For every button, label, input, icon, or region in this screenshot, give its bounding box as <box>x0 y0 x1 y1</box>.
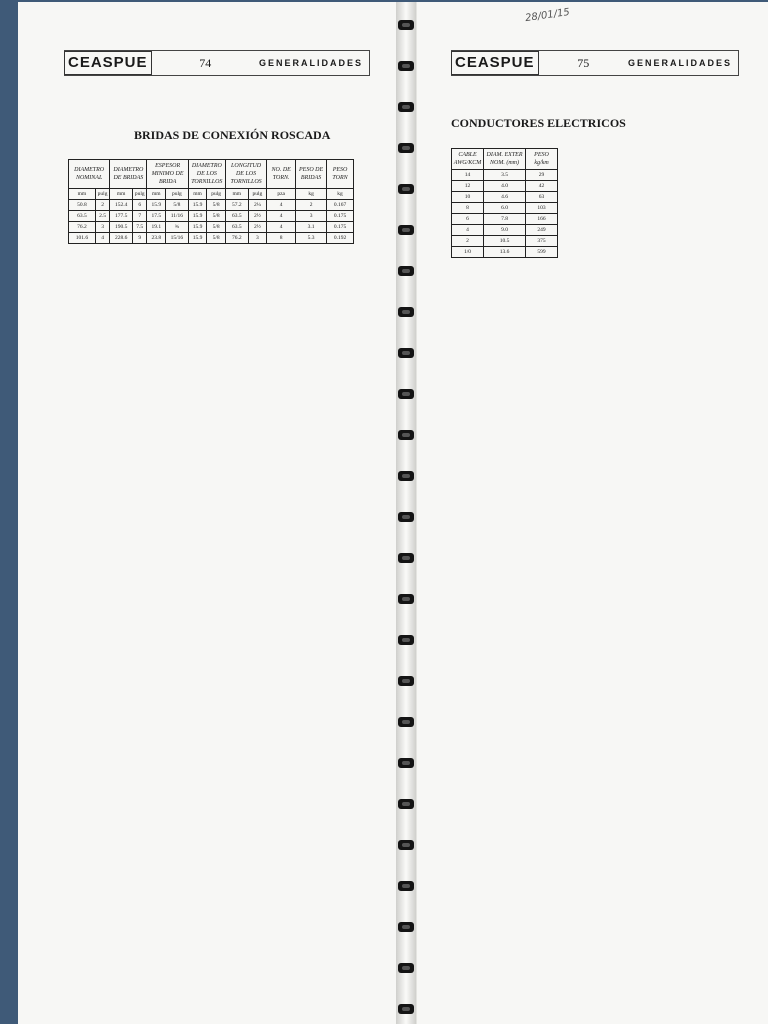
spiral-coil <box>398 389 414 399</box>
unit-cell: pulg <box>95 189 109 200</box>
spiral-coil <box>398 1004 414 1014</box>
table-cell: 4.0 <box>484 181 526 192</box>
table-cell: 0.167 <box>327 200 354 211</box>
table-cell: 166 <box>526 214 558 225</box>
table-cell: 42 <box>526 181 558 192</box>
spiral-coil <box>398 553 414 563</box>
table-cell: 17.5 <box>147 211 166 222</box>
spiral-coil <box>398 922 414 932</box>
table-cell: 152.4 <box>110 200 133 211</box>
table-cell: 6 <box>133 200 147 211</box>
conductores-row <box>452 236 558 247</box>
table-cell: 15.9 <box>147 200 166 211</box>
table-cell: 2 <box>452 236 484 247</box>
table-cell: 0.192 <box>327 233 354 244</box>
spiral-coil <box>398 471 414 481</box>
table-cell: 4 <box>452 225 484 236</box>
table-cell: 2.5 <box>95 211 109 222</box>
spiral-coil <box>398 430 414 440</box>
page-number: 75 <box>577 55 590 70</box>
spiral-coil <box>398 266 414 276</box>
table-cell: 15.9 <box>188 211 207 222</box>
spiral-coil <box>398 717 414 727</box>
unit-cell: pulg <box>207 189 226 200</box>
table-cell: 8 <box>267 233 296 244</box>
table-cell: 63 <box>526 192 558 203</box>
table-cell: 63.5 <box>225 211 248 222</box>
table-cell: 23.8 <box>147 233 166 244</box>
table-cell: 19.1 <box>147 222 166 233</box>
table-cell: 5/8 <box>166 200 189 211</box>
spiral-coil <box>398 512 414 522</box>
spiral-coil <box>398 635 414 645</box>
page-header <box>451 50 739 76</box>
page-number: 74 <box>199 55 212 70</box>
section-title: GENERALIDADES <box>627 58 732 68</box>
section-title: GENERALIDADES <box>258 58 363 68</box>
table-cell: 4 <box>267 200 296 211</box>
bridas-body <box>69 189 354 244</box>
bridas-header-cell: DIAMETRO DE LOS TORNILLOS <box>188 160 225 189</box>
table-cell: ¾ <box>166 222 189 233</box>
bridas-row <box>69 233 354 244</box>
table-cell: 12 <box>452 181 484 192</box>
table-cell: 63.5 <box>225 222 248 233</box>
spiral-coil <box>398 758 414 768</box>
conductores-row <box>452 225 558 236</box>
bridas-row <box>69 222 354 233</box>
table-cell: 76.2 <box>69 222 96 233</box>
right-page <box>416 2 768 1024</box>
table-cell: 6.0 <box>484 203 526 214</box>
conductores-table <box>451 148 558 258</box>
bridas-header-cell: LONGITUD DE LOS TORNILLOS <box>225 160 266 189</box>
spiral-coil <box>398 594 414 604</box>
table-cell: 177.5 <box>110 211 133 222</box>
spiral-coil <box>398 881 414 891</box>
unit-cell: kg <box>327 189 354 200</box>
unit-cell: pulg <box>133 189 147 200</box>
table-cell: 15.9 <box>188 233 207 244</box>
spiral-coil <box>398 348 414 358</box>
bridas-header-cell: DIAMETRO NOMINAL <box>69 160 110 189</box>
table-cell: 2¼ <box>248 200 267 211</box>
table-cell: 8 <box>452 203 484 214</box>
conductores-row <box>452 247 558 258</box>
table-cell: 5/8 <box>207 222 226 233</box>
table-cell: 13.6 <box>484 247 526 258</box>
unit-cell: pulg <box>248 189 267 200</box>
table-cell: 9.0 <box>484 225 526 236</box>
table-cell: 14 <box>452 170 484 181</box>
table-cell: 4 <box>267 211 296 222</box>
table-cell: 103 <box>526 203 558 214</box>
bridas-header-cell: DIAMETRO DE BRIDAS <box>110 160 147 189</box>
spiral-coil <box>398 184 414 194</box>
table-cell: 5/8 <box>207 211 226 222</box>
spiral-binding <box>396 2 416 1024</box>
table-cell: 7.8 <box>484 214 526 225</box>
table-cell: 5/8 <box>207 200 226 211</box>
unit-cell: mm <box>225 189 248 200</box>
table-cell: 11/16 <box>166 211 189 222</box>
units-row <box>69 189 354 200</box>
table-cell: 0.175 <box>327 222 354 233</box>
bridas-header-cell: NO. DE TORN. <box>267 160 296 189</box>
table-cell: 2 <box>95 200 109 211</box>
table-cell: 5/8 <box>207 233 226 244</box>
page-header <box>64 50 370 76</box>
handwritten-date: 28/01/15 <box>524 6 571 25</box>
unit-cell: pulg <box>166 189 189 200</box>
table-cell: 10.5 <box>484 236 526 247</box>
notebook-spread <box>14 2 766 1024</box>
unit-cell: mm <box>147 189 166 200</box>
unit-cell: mm <box>188 189 207 200</box>
conductores-row <box>452 192 558 203</box>
table-cell: 228.6 <box>110 233 133 244</box>
table-cell: 2½ <box>248 222 267 233</box>
table-cell: 7.5 <box>133 222 147 233</box>
bridas-row <box>69 200 354 211</box>
conductores-row <box>452 181 558 192</box>
table-cell: 63.5 <box>69 211 96 222</box>
spiral-coil <box>398 307 414 317</box>
spiral-coil <box>398 676 414 686</box>
table-cell: 101.6 <box>69 233 96 244</box>
unit-cell: mm <box>110 189 133 200</box>
conductores-title: CONDUCTORES ELECTRICOS <box>451 116 626 130</box>
table-cell: 50.8 <box>69 200 96 211</box>
left-page <box>18 2 396 1024</box>
unit-cell: kg <box>296 189 327 200</box>
table-cell: 1/0 <box>452 247 484 258</box>
table-cell: 9 <box>133 233 147 244</box>
table-cell: 5.3 <box>296 233 327 244</box>
bridas-table <box>68 159 354 244</box>
table-cell: 6 <box>452 214 484 225</box>
bridas-header-cell: PESO DE BRIDAS <box>296 160 327 189</box>
table-cell: 3.5 <box>484 170 526 181</box>
table-cell: 3 <box>296 211 327 222</box>
spiral-coil <box>398 61 414 71</box>
conductores-header-cell: CABLE AWG/KCM <box>452 149 484 170</box>
bridas-header-cell: ESPESOR MINIMO DE BRIDA <box>147 160 188 189</box>
table-cell: 2½ <box>248 211 267 222</box>
table-cell: 7 <box>133 211 147 222</box>
ceaspue-logo: CEASPUE <box>451 51 539 75</box>
conductores-row <box>452 203 558 214</box>
table-cell: 15.9 <box>188 222 207 233</box>
table-cell: 599 <box>526 247 558 258</box>
table-cell: 4 <box>267 222 296 233</box>
conductores-header-cell: DIAM. EXTER NOM. (mm) <box>484 149 526 170</box>
table-cell: 190.5 <box>110 222 133 233</box>
table-cell: 76.2 <box>225 233 248 244</box>
bridas-header-cell: PESO TORN <box>327 160 354 189</box>
conductores-row <box>452 170 558 181</box>
table-cell: 4.6 <box>484 192 526 203</box>
table-cell: 4 <box>95 233 109 244</box>
unit-cell: mm <box>69 189 96 200</box>
unit-cell: pza <box>267 189 296 200</box>
table-cell: 15/16 <box>166 233 189 244</box>
table-cell: 375 <box>526 236 558 247</box>
spiral-coil <box>398 225 414 235</box>
table-cell: 3.1 <box>296 222 327 233</box>
spiral-coil <box>398 143 414 153</box>
table-cell: 10 <box>452 192 484 203</box>
table-cell: 15.9 <box>188 200 207 211</box>
ceaspue-logo: CEASPUE <box>64 51 152 75</box>
conductores-body <box>452 170 558 258</box>
table-cell: 57.2 <box>225 200 248 211</box>
table-cell: 2 <box>296 200 327 211</box>
conductores-header-cell: PESO kg/km <box>526 149 558 170</box>
spiral-coil <box>398 102 414 112</box>
table-cell: 3 <box>248 233 267 244</box>
spiral-coil <box>398 840 414 850</box>
spiral-coil <box>398 20 414 30</box>
bridas-title: BRIDAS DE CONEXIÓN ROSCADA <box>134 128 331 142</box>
bridas-row <box>69 211 354 222</box>
conductores-row <box>452 214 558 225</box>
table-cell: 29 <box>526 170 558 181</box>
spiral-coil <box>398 963 414 973</box>
table-cell: 3 <box>95 222 109 233</box>
table-cell: 249 <box>526 225 558 236</box>
table-cell: 0.175 <box>327 211 354 222</box>
spiral-coil <box>398 799 414 809</box>
